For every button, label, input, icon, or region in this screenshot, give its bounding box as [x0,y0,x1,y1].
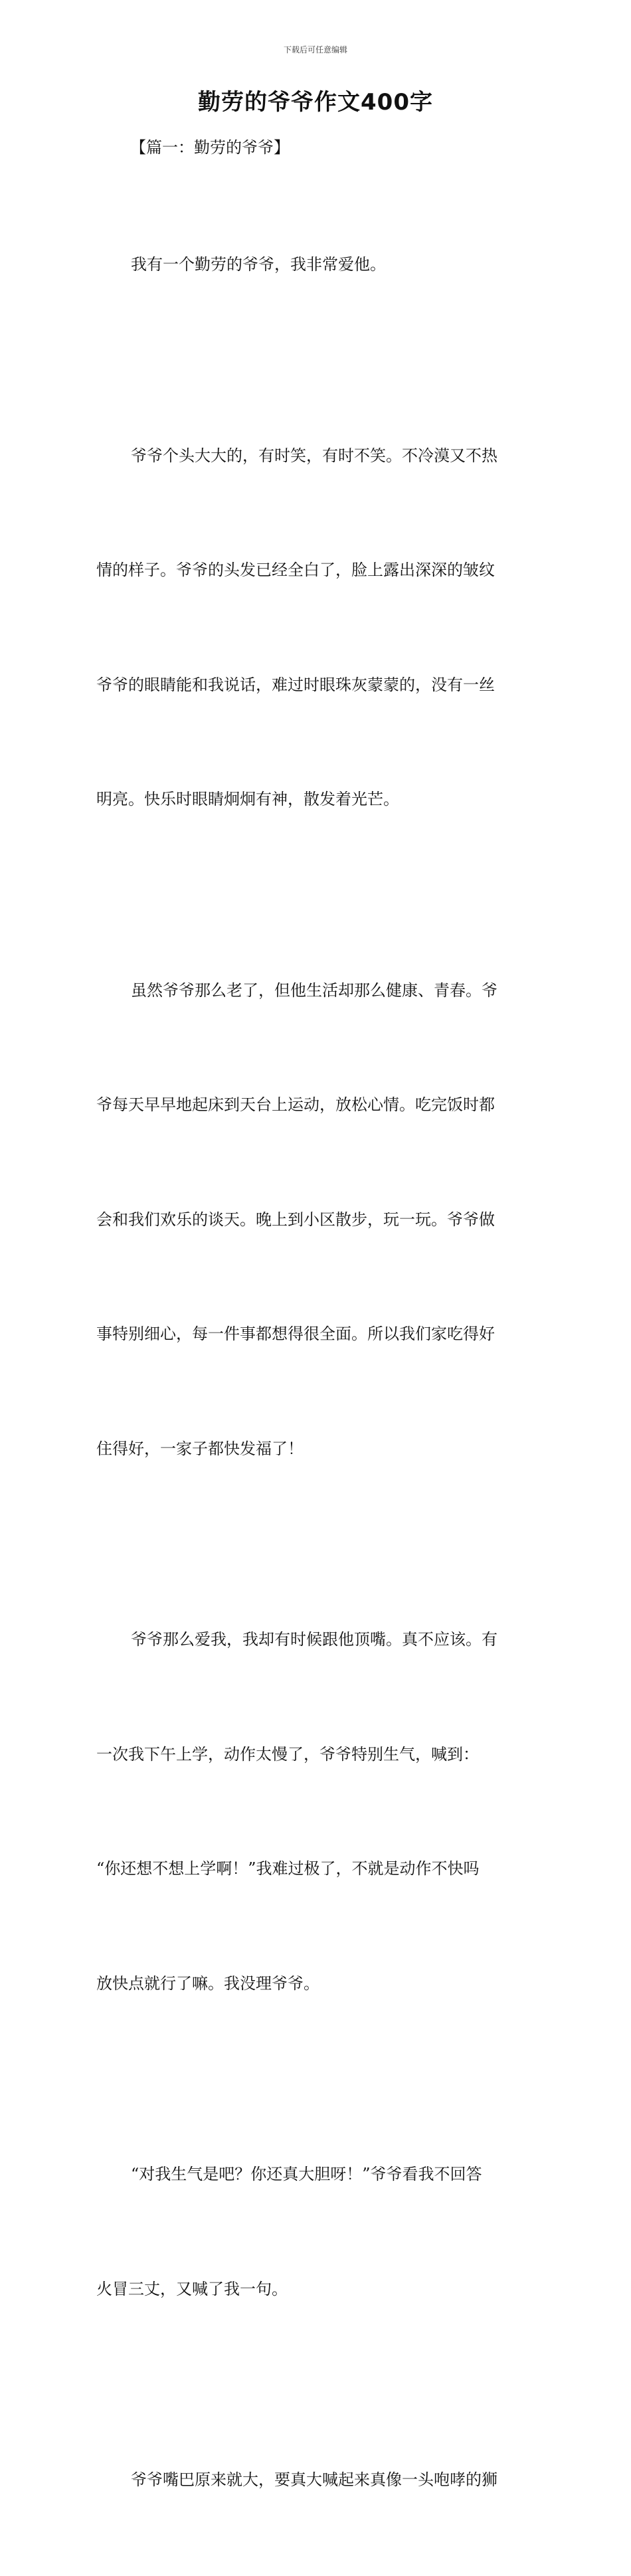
text-line: 明亮。快乐时眼睛炯炯有神，散发着光芒。 [96,790,399,808]
text-line: “你还想不想上学啊！”我难过极了，不就是动作不快吗 [96,1859,480,1878]
header-note: 下载后可任意编辑 [283,45,347,54]
paragraph-3 [96,895,538,1545]
paragraph-6 [96,2385,538,2576]
paragraph-5 [96,2079,538,2385]
text-line: 爷爷个头大大的，有时笑，有时不笑。不冷漠又不热 [131,446,497,465]
text-line: 会和我们欢乐的谈天。晚上到小区散步，玩一玩。爷爷做 [96,1210,495,1229]
text-line: “对我生气是吧？你还真大胆呀！”爷爷看我不回答 [131,2165,482,2183]
text-line: 放快点就行了嘛。我没理爷爷。 [96,1974,319,1993]
text-line: 一次我下午上学，动作太慢了，爷爷特别生气，喊到： [96,1744,479,1764]
text-line: 爷每天早早地起床到天台上运动，放松心情。吃完饭时都 [96,1095,495,1114]
paragraph-4 [96,1544,538,2079]
text-line: 情的样子。爷爷的头发已经全白了，脸上露出深深的皱纹 [96,561,495,579]
paragraph-1 [96,169,538,361]
text-line: 事特别细心，每一件事都想得很全面。所以我们家吃得好 [96,1325,495,1343]
text-line: 爷爷的眼睛能和我说话，难过时眼珠灰蒙蒙的，没有一丝 [96,675,495,694]
section-heading: 【篇一：勤劳的爷爷】 [130,138,290,157]
paragraph-2 [96,361,538,895]
text-line: 火冒三丈，又喊了我一句。 [96,2279,288,2298]
text-line: 爷爷那么爱我，我却有时候跟他顶嘴。真不应该。有 [131,1630,497,1649]
text-line: 住得好，一家子都快发福了！ [96,1439,304,1458]
page-title: 勤劳的爷爷作文400字 [198,89,433,116]
text-line: 我有一个勤劳的爷爷，我非常爱他。 [131,255,386,274]
text-line: 虽然爷爷那么老了，但他生活却那么健康、青春。爷 [131,980,497,1000]
article-body [96,169,538,2576]
text-line: 爷爷嘴巴原来就大，要真大喊起来真像一头咆哮的狮 [131,2470,497,2489]
